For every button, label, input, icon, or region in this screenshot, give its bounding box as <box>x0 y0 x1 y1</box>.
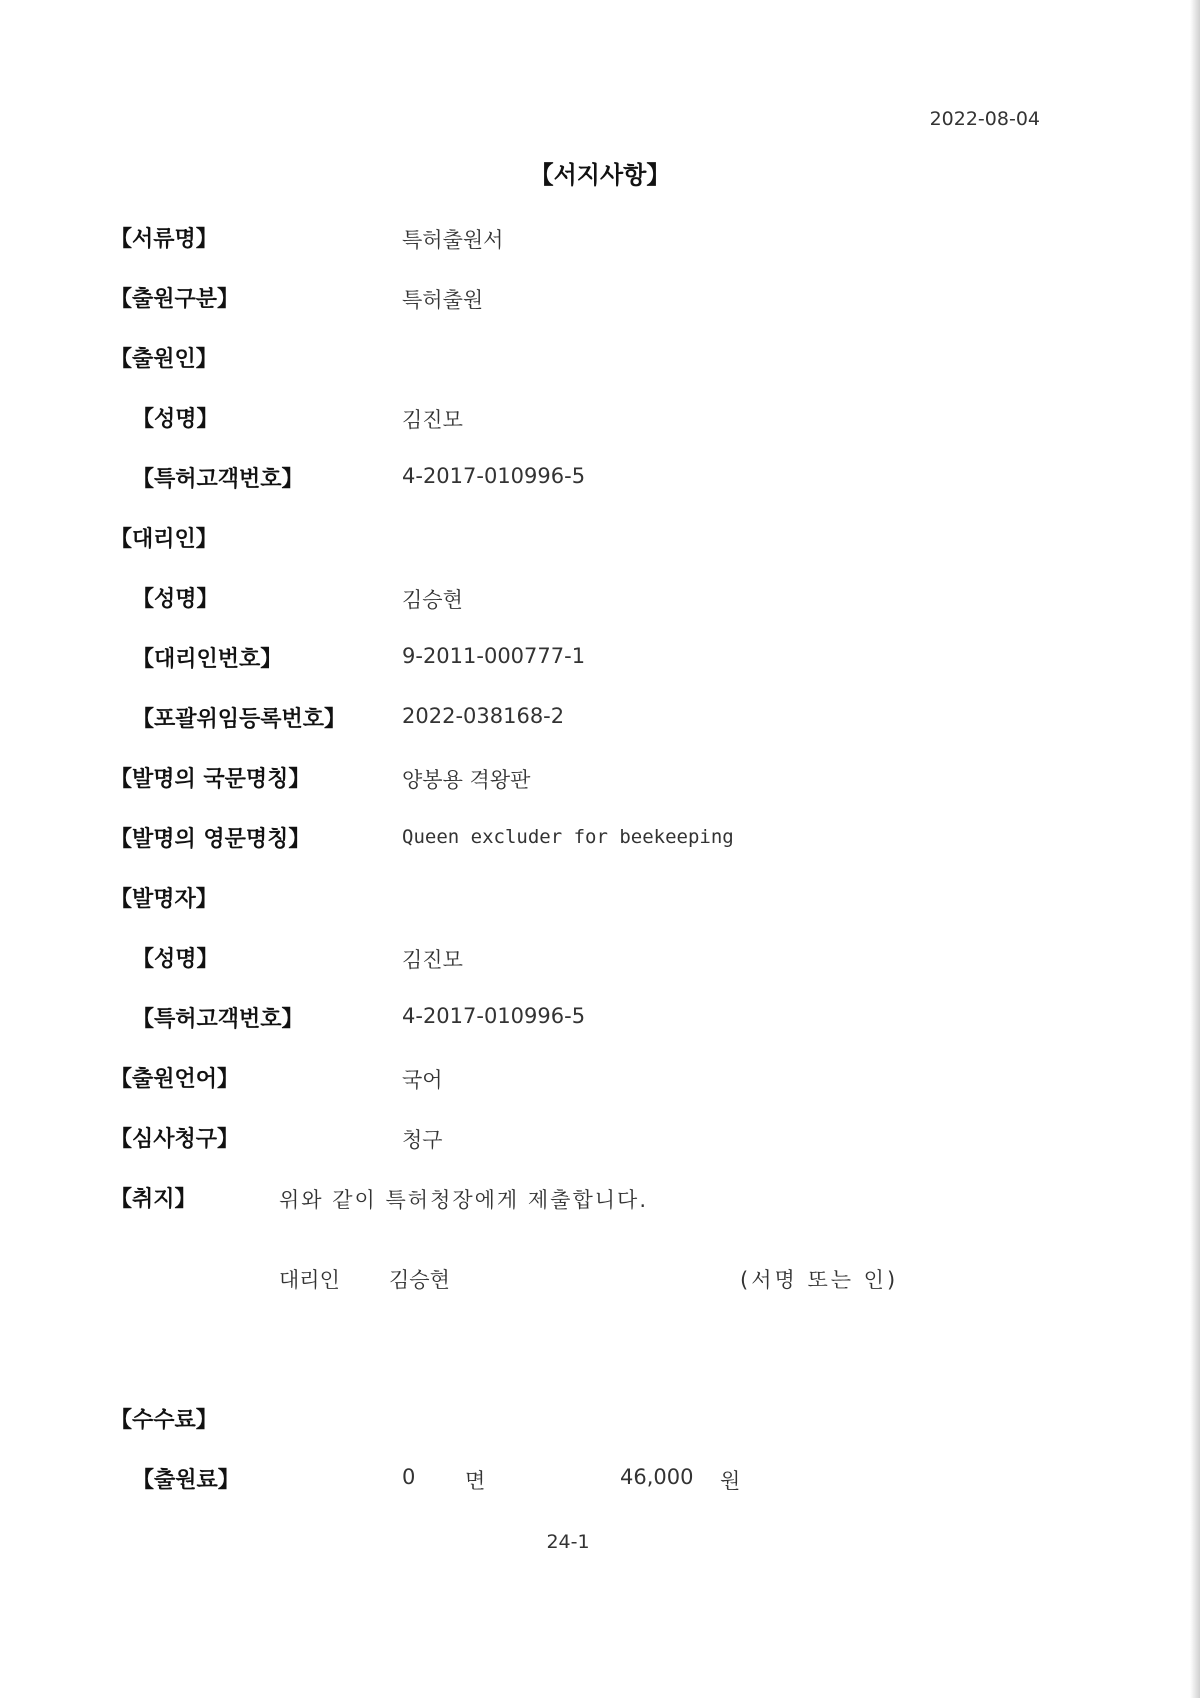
row-agent <box>0 522 1200 556</box>
doc-name-value: 특허출원서 <box>402 228 504 252</box>
row-inventor <box>0 882 1200 916</box>
fees-label: 【수수료】 <box>110 1408 218 1433</box>
signature-role: 대리인 <box>279 1268 340 1292</box>
row-exam-request <box>0 1122 1200 1156</box>
signature-note: (서명 또는 인) <box>740 1268 899 1292</box>
row-agent-name <box>0 582 1200 616</box>
filing-fee-amount-unit: 원 <box>720 1469 741 1493</box>
purpose-value: 위와 같이 특허청장에게 제출합니다. <box>279 1188 648 1212</box>
agent-name-value: 김승현 <box>402 588 463 612</box>
language-value: 국어 <box>402 1068 443 1092</box>
app-type-value: 특허출원 <box>402 288 484 312</box>
poa-no-label: 【포괄위임등록번호】 <box>132 707 347 732</box>
row-inventor-customer-no <box>0 1002 1200 1036</box>
exam-request-value: 청구 <box>402 1128 443 1152</box>
row-language <box>0 1062 1200 1096</box>
agent-no-value: 9-2011-000777-1 <box>402 644 586 668</box>
title-ko-label: 【발명의 국문명칭】 <box>110 767 311 792</box>
row-purpose <box>0 1182 1200 1216</box>
title-ko-value: 양봉용 격왕판 <box>402 768 531 792</box>
title-en-value: Queen excluder for beekeeping <box>402 826 734 848</box>
title-en-label: 【발명의 영문명칭】 <box>110 827 311 852</box>
filing-fee-count: 0 <box>402 1465 416 1489</box>
row-applicant-customer-no <box>0 462 1200 496</box>
language-label: 【출원언어】 <box>110 1067 240 1092</box>
row-agent-no <box>0 642 1200 676</box>
row-title-en <box>0 822 1200 856</box>
row-applicant-name <box>0 402 1200 436</box>
row-poa-no <box>0 702 1200 736</box>
row-doc-name <box>0 222 1200 256</box>
row-title-ko <box>0 762 1200 796</box>
row-fees <box>0 1403 1200 1437</box>
page-number: 24-1 <box>546 1531 590 1553</box>
agent-label: 【대리인】 <box>110 527 218 552</box>
row-filing-fee <box>0 1463 1200 1497</box>
row-app-type <box>0 282 1200 316</box>
inventor-label: 【발명자】 <box>110 887 218 912</box>
agent-name-label: 【성명】 <box>132 587 219 612</box>
row-inventor-name <box>0 942 1200 976</box>
app-type-label: 【출원구분】 <box>110 287 240 312</box>
applicant-label: 【출원인】 <box>110 347 218 372</box>
inventor-name-label: 【성명】 <box>132 947 219 972</box>
row-applicant <box>0 342 1200 376</box>
page-edge <box>1190 0 1200 1698</box>
agent-no-label: 【대리인번호】 <box>132 647 283 672</box>
exam-request-label: 【심사청구】 <box>110 1127 240 1152</box>
applicant-name-value: 김진모 <box>402 408 463 432</box>
document-date: 2022-08-04 <box>929 108 1040 130</box>
signature-line <box>0 1262 1200 1296</box>
signature-name: 김승현 <box>389 1268 450 1292</box>
document-title: 【서지사항】 <box>529 161 671 189</box>
applicant-name-label: 【성명】 <box>132 407 219 432</box>
inventor-name-value: 김진모 <box>402 948 463 972</box>
applicant-customer-no-value: 4-2017-010996-5 <box>402 464 586 488</box>
purpose-label: 【취지】 <box>110 1187 197 1212</box>
poa-no-value: 2022-038168-2 <box>402 704 565 728</box>
filing-fee-amount: 46,000 <box>620 1465 694 1489</box>
filing-fee-count-unit: 면 <box>465 1469 486 1493</box>
inventor-customer-no-value: 4-2017-010996-5 <box>402 1004 586 1028</box>
inventor-customer-no-label: 【특허고객번호】 <box>132 1007 304 1032</box>
doc-name-label: 【서류명】 <box>110 227 218 252</box>
applicant-customer-no-label: 【특허고객번호】 <box>132 467 304 492</box>
filing-fee-label: 【출원료】 <box>132 1468 240 1493</box>
